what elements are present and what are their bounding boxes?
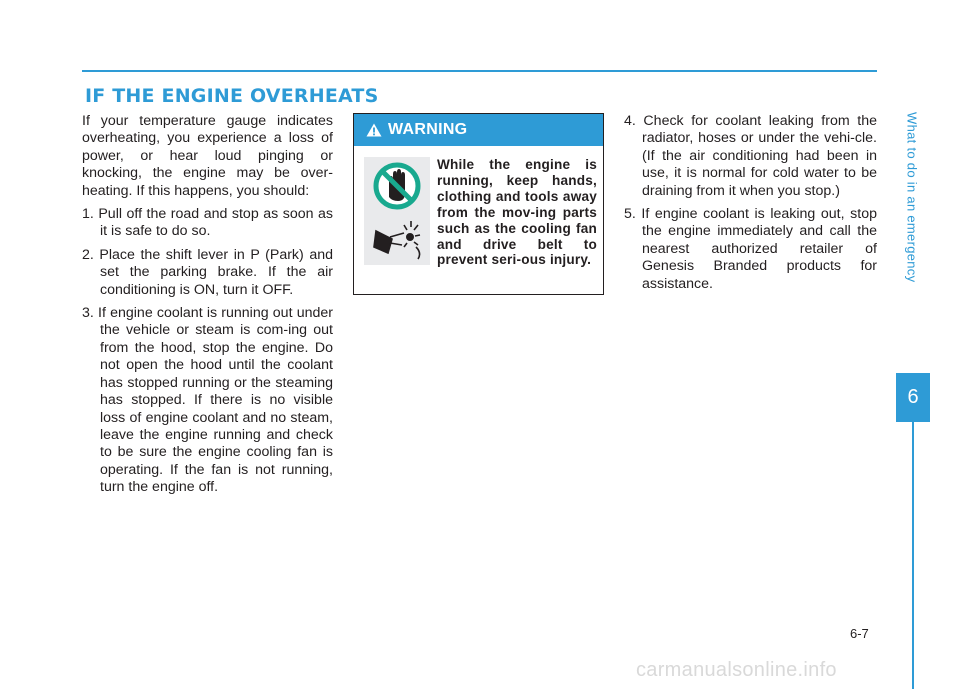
step-item: 4. Check for coolant leaking from the radiator, hoses or under the vehi-cle. (If the air conditioning had been in use, it is normal for cold water to be draining from it when you stop.) — [624, 113, 877, 199]
warning-title: WARNING — [388, 121, 468, 138]
step-item: 2. Place the shift lever in P (Park) and set the parking brake. If the air conditioning is ON, turn it OFF. — [82, 246, 333, 298]
chapter-number-tab: 6 — [896, 373, 930, 422]
chapter-side-label: What to do in an emergency — [904, 111, 920, 283]
right-column — [624, 113, 877, 299]
warning-triangle-icon — [366, 123, 382, 137]
section-title: IF THE ENGINE OVERHEATS — [85, 85, 379, 107]
step-item: 3. If engine coolant is running out under the vehicle or steam is com-ing out from the hood, stop the engine. Do not open the hood until the coolant has stopped running or the steaming has stopped. If there is no visible loss of engine coolant and no steam, leave the engine running and check to be sure the engine cooling fan is operating. If the fan is not running, turn the engine off. — [82, 305, 333, 496]
step-item: 5. If engine coolant is leaking out, stop the engine immediately and call the nearest authorized retailer of Genesis Branded products for assistance. — [624, 206, 877, 292]
step-item: 1. Pull off the road and stop as soon as it is safe to do so. — [82, 206, 333, 240]
intro-paragraph: If your temperature gauge indicates overheating, you experience a loss of power, or hear loud pinging or knocking, the engine may be over-heating. If this happens, you should: — [82, 113, 333, 199]
no-hands-stop-icon — [376, 165, 418, 207]
page-number: 6-7 — [850, 626, 869, 641]
warning-header — [354, 114, 603, 146]
watermark: carmanualsonline.info — [636, 659, 837, 681]
warning-text: While the engine is running, keep hands, clothing and tools away from the mov-ing parts such as the cooling fan and drive belt to prevent seri-ous injury. — [437, 157, 597, 268]
left-column — [82, 113, 333, 503]
fan-belt-hazard-icon — [374, 221, 420, 259]
steps-list-right — [624, 113, 877, 293]
steps-list-left — [82, 206, 333, 497]
warning-illustration — [364, 157, 430, 265]
warning-box — [353, 113, 604, 295]
header-rule — [82, 70, 877, 72]
side-rule — [912, 422, 914, 689]
